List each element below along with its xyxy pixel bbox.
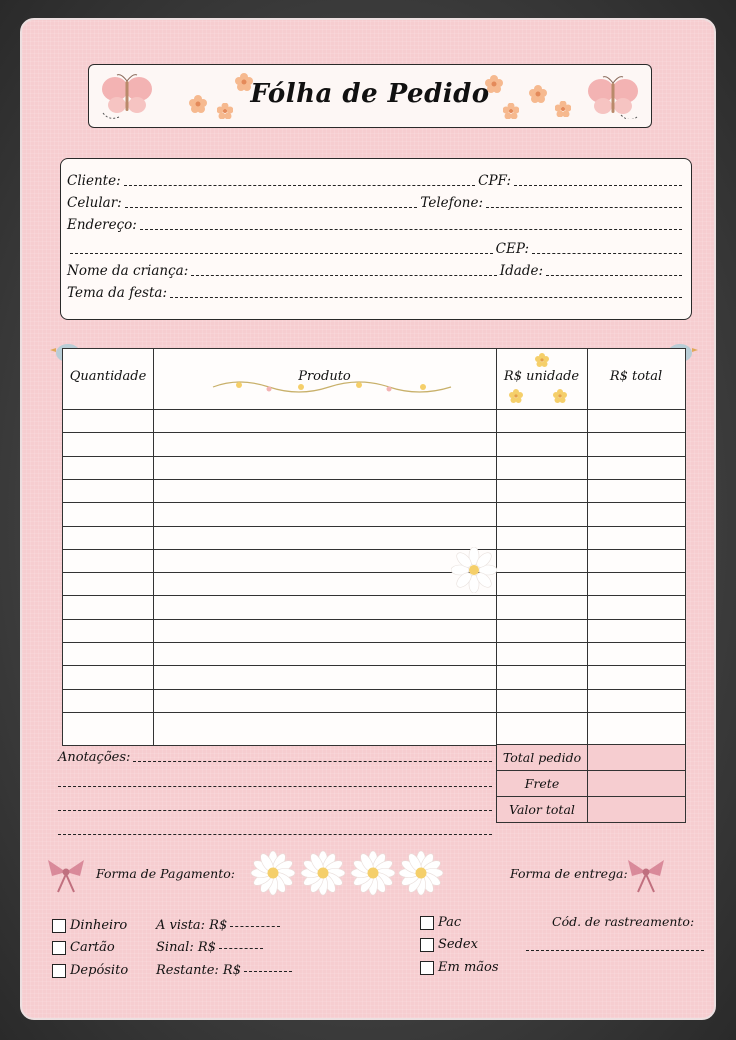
table-row[interactable] <box>63 456 685 480</box>
frete-row[interactable] <box>497 770 685 797</box>
option-label: Sedex <box>438 937 478 952</box>
valor-total-row[interactable] <box>497 796 685 823</box>
order-sheet <box>20 18 716 1020</box>
endereco-line[interactable] <box>140 228 682 230</box>
tema-festa-label: Tema da festa: <box>67 285 168 301</box>
celular-line[interactable] <box>125 206 418 208</box>
header-quantidade: Quantidade <box>69 369 147 384</box>
table-row[interactable] <box>63 502 685 526</box>
notes-section <box>58 750 492 765</box>
cpf-label: CPF: <box>478 173 511 189</box>
option-em-maos[interactable] <box>420 960 499 975</box>
valor-total-label: Valor total <box>509 802 575 817</box>
cep-label: CEP: <box>495 241 529 257</box>
daisy-icon <box>350 850 396 896</box>
total-pedido-row[interactable] <box>497 744 685 771</box>
option-label: Pac <box>438 915 462 930</box>
header-rs-unidade: R$ unidade <box>503 369 580 384</box>
celular-row <box>67 195 685 211</box>
tracking-line[interactable] <box>526 950 704 951</box>
option-label: Dinheiro <box>70 918 128 933</box>
option-deposito[interactable] <box>52 963 128 978</box>
checkbox[interactable] <box>52 964 66 978</box>
table-row[interactable] <box>63 409 685 433</box>
header-rs-total: R$ total <box>609 369 663 384</box>
bow-icon <box>624 854 668 894</box>
notes-line[interactable] <box>58 810 492 811</box>
option-sedex[interactable] <box>420 937 478 952</box>
notes-line[interactable] <box>58 834 492 835</box>
table-row[interactable] <box>63 712 685 736</box>
daisy-icon <box>250 850 296 896</box>
vine-ornament-icon <box>209 375 455 397</box>
table-row[interactable] <box>63 549 685 573</box>
nome-crianca-line[interactable] <box>191 274 497 276</box>
notes-line[interactable] <box>58 786 492 787</box>
endereco-label: Endereço: <box>67 217 137 233</box>
total-pedido-label: Total pedido <box>502 750 582 765</box>
amount-line[interactable] <box>230 925 280 927</box>
celular-label: Celular: <box>67 195 122 211</box>
title-banner <box>88 64 652 128</box>
idade-label: Idade: <box>499 263 543 279</box>
cep-line[interactable] <box>532 252 682 254</box>
telefone-label: Telefone: <box>420 195 483 211</box>
flower-icon <box>509 389 523 403</box>
endereco-line-2[interactable] <box>70 252 493 254</box>
option-label: Depósito <box>70 963 129 978</box>
amount-restante <box>156 963 292 978</box>
option-pac[interactable] <box>420 915 461 930</box>
notes-line[interactable] <box>133 761 492 762</box>
tema-festa-line[interactable] <box>170 296 682 298</box>
amount-label: Sinal: R$ <box>156 940 216 955</box>
table-row[interactable] <box>63 432 685 456</box>
checkbox[interactable] <box>52 941 66 955</box>
nome-crianca-label: Nome da criança: <box>67 263 189 279</box>
amount-a-vista <box>156 918 280 933</box>
table-row[interactable] <box>63 526 685 550</box>
option-dinheiro[interactable] <box>52 918 127 933</box>
telefone-line[interactable] <box>486 206 682 208</box>
flower-icon <box>553 389 567 403</box>
cliente-row <box>67 173 685 189</box>
cliente-label: Cliente: <box>67 173 121 189</box>
amount-label: Restante: R$ <box>156 963 241 978</box>
table-row[interactable] <box>63 665 685 689</box>
tracking-label: Cód. de rastreamento: <box>552 914 695 929</box>
flower-icon <box>535 353 549 367</box>
page-title: Fólha de Pedido <box>250 79 490 109</box>
header-produto: Produto <box>298 369 351 384</box>
payment-label: Forma de Pagamento: <box>96 866 235 881</box>
checkbox[interactable] <box>52 919 66 933</box>
cliente-line[interactable] <box>124 184 476 186</box>
delivery-label: Forma de entrega: <box>510 866 628 881</box>
table-row[interactable] <box>63 619 685 643</box>
tema-row <box>67 285 685 301</box>
daisy-icon <box>451 547 497 593</box>
checkbox[interactable] <box>420 916 434 930</box>
amount-sinal <box>156 940 263 955</box>
option-label: Cartão <box>70 940 115 955</box>
amount-line[interactable] <box>244 970 292 972</box>
totals-box <box>496 744 686 823</box>
daisy-icon <box>398 850 444 896</box>
table-row[interactable] <box>63 479 685 503</box>
option-label: Em mãos <box>438 960 499 975</box>
table-row[interactable] <box>63 689 685 713</box>
cpf-line[interactable] <box>514 184 682 186</box>
option-cartao[interactable] <box>52 940 115 955</box>
daisy-icon <box>300 850 346 896</box>
table-row[interactable] <box>63 572 685 596</box>
amount-line[interactable] <box>219 947 263 949</box>
checkbox[interactable] <box>420 961 434 975</box>
crianca-row <box>67 263 685 279</box>
bow-icon <box>44 854 88 894</box>
cep-row <box>67 241 685 257</box>
table-row[interactable] <box>63 642 685 666</box>
table-row[interactable] <box>63 595 685 619</box>
idade-line[interactable] <box>546 274 682 276</box>
client-info-box <box>60 158 692 320</box>
amount-label: A vista: R$ <box>156 918 228 933</box>
endereco-row <box>67 217 685 233</box>
frete-label: Frete <box>524 776 560 791</box>
product-table <box>62 348 686 746</box>
checkbox[interactable] <box>420 938 434 952</box>
notes-label: Anotações: <box>58 750 131 765</box>
